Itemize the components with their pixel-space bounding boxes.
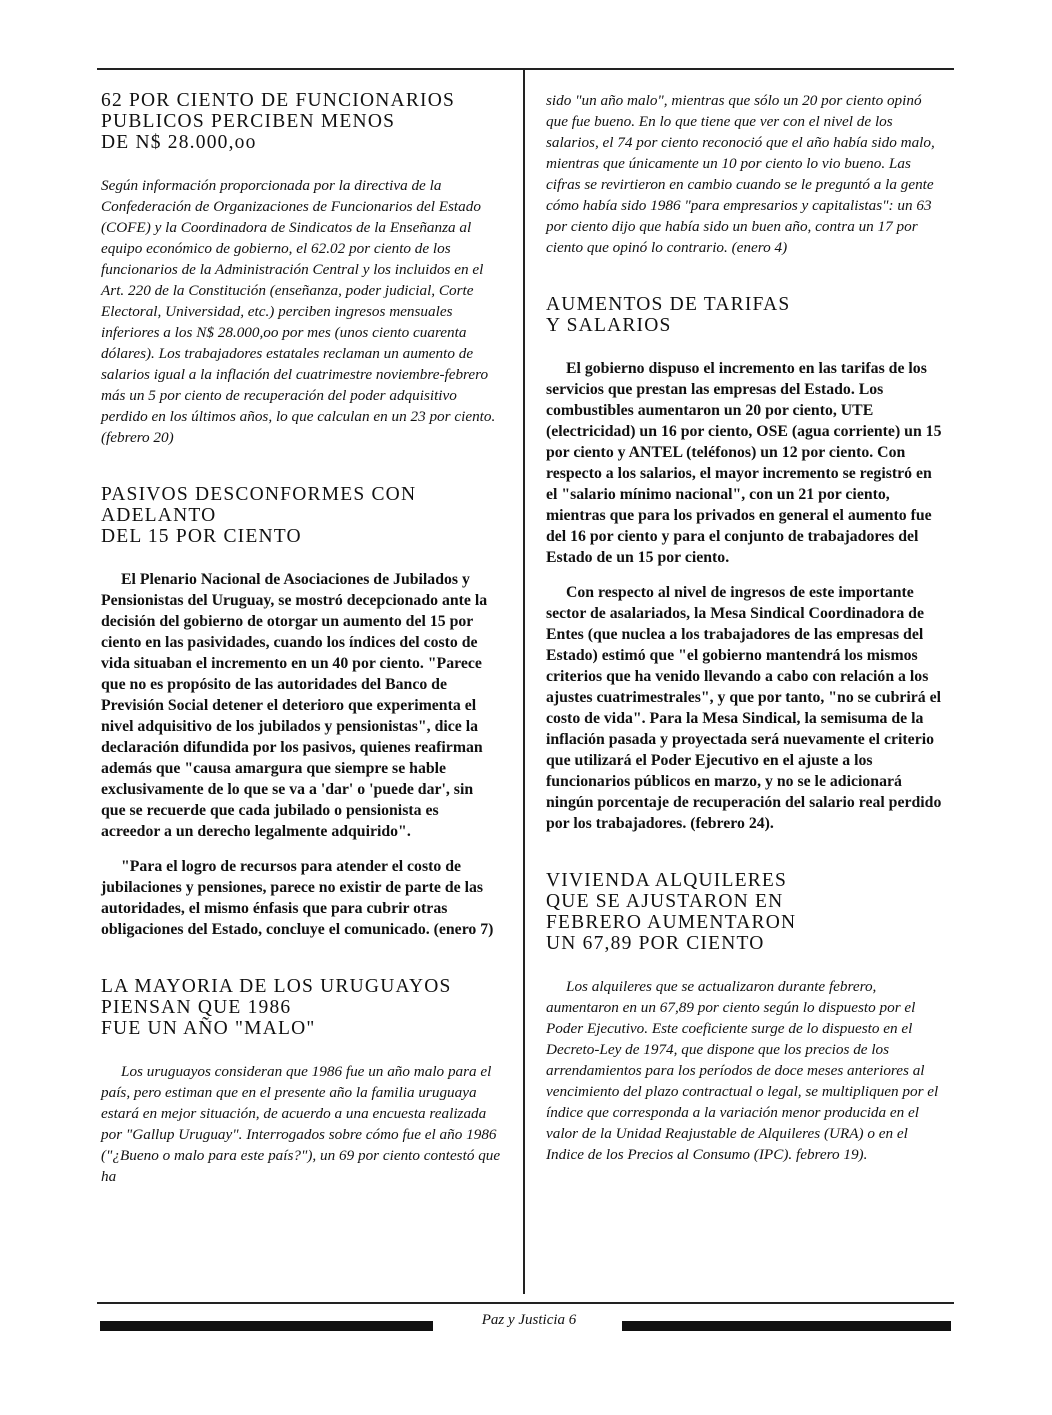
article-pasivos-body: El Plenario Nacional de Asociaciones de Jubilados y Pensionistas del Uruguay, se mostró decepcionado ante la decisión del gobierno de otorgar un aumento del 15 por ciento en las pasividades, cuando los índices del costo de vida situaban el incremento en un 40 por ciento. "Parece que no es propósito de las autoridades del Banco de Previsión Social detener el deterioro que experimenta el nivel adquisitivo de los jubilados y pensionistas", dice la declaración difundida por los pasivos, quienes reafirman además que "causa amargura que siempre se hable exclusivamente de lo que se va a 'dar' o 'puede dar', sin que se recuerde que cada jubilado o pensionista es acreedor a un derecho legalmente adquirido".: [101, 571, 488, 840]
footer-bar-right: [622, 1321, 951, 1331]
article-vivienda-body: Los alquileres que se actualizaron durante febrero, aumentaron en un 67,89 por ciento según lo dispuesto por el Poder Ejecutivo. Este coeficiente surge de lo dispuesto en el Decreto-Ley de 1974, que dispone que los precios de los arrendamientos para los períodos de doce meses anteriores al vencimiento del plazo contractual o legal, se multipliquen por el índice que corresponda a la variación menor producida en el valor de la Unidad Reajustable de Alquileres (URA) o en el Indice de los Precios al Consumo (IPC). febrero 19).: [546, 978, 939, 1163]
headline-line: PASIVOS DESCONFORMES CON: [101, 484, 417, 505]
headline-tarifas: [546, 294, 946, 336]
headline-vivienda: [546, 870, 946, 954]
footer-rule: [97, 1302, 954, 1304]
headline-line: DEL 15 POR CIENTO: [101, 526, 302, 547]
article-tarifas-body: El gobierno dispuso el incremento en las tarifas de los servicios que prestan las empresas del Estado. Los combustibles aumentaron un 20 por ciento, UTE (electricidad) un 16 por ciento, OSE (agua corriente) un 15 por ciento y ANTEL (teléfonos) un 12 por ciento. Con respecto a los salarios, el mayor incremento se registró en el "salario mínimo nacional", con un 21 por ciento, mientras que para los privados en general el aumento fue del 16 por ciento y para el conjunto de trabajadores del Estado de un 15 por ciento.: [546, 360, 942, 566]
headline-line: UN 67,89 POR CIENTO: [546, 933, 765, 954]
left-column: [101, 90, 501, 1187]
headline-pasivos: [101, 484, 501, 547]
top-rule: [97, 68, 954, 70]
headline-line: LA MAYORIA DE LOS URUGUAYOS: [101, 976, 452, 997]
article-encuesta-body: Los uruguayos consideran que 1986 fue un año malo para el país, pero estiman que en el presente año la familia uruguaya estará en mejor situación, de acuerdo a una encuesta realizada por "Gallup Uruguay". Interrogados sobre cómo fue el año 1986 ("¿Bueno o malo para este país?"), un 69 por ciento contestó que ha: [101, 1063, 501, 1185]
footer-page-label: Paz y Justicia 6: [481, 1312, 577, 1328]
headline-encuesta: [101, 976, 501, 1039]
headline-line: AUMENTOS DE TARIFAS: [546, 294, 791, 315]
headline-line: PIENSAN QUE 1986: [101, 997, 292, 1018]
column-divider: [523, 70, 525, 1294]
article-funcionarios-body: Según información proporcionada por la directiva de la Confederación de Organizaciones de Funcionarios del Estado (COFE) y la Coordinadora de Sindicatos de la Enseñanza al equipo económico de gobierno, el 62.02 por ciento de los funcionarios de la Administración Central y los incluidos en el Art. 220 de la Constitución (enseñanza, poder judicial, Corte Electoral, Universidad, etc.) perciben ingresos mensuales inferiores a los N$ 28.000,oo por mes (unos ciento cuarenta dólares). Los trabajadores estatales reclaman un aumento de salarios igual a la inflación del cuatrimestre noviembre-febrero más un 5 por ciento de recuperación del poder adquisitivo perdido en los últimos años, lo que calculan en un 23 por ciento. (febrero 20): [101, 177, 496, 446]
headline-line: 62 POR CIENTO DE FUNCIONARIOS: [101, 90, 456, 111]
article-encuesta-continued: sido "un año malo", mientras que sólo un 20 por ciento opinó que fue bueno. En lo que tiene que ver con el nivel de los salarios, el 74 por ciento reconoció que el año había sido malo, mientras que únicamente un 10 por ciento lo vio bueno. Las cifras se revirtieron en cambio cuando se le preguntó a la gente cómo había sido 1986 "para empresarios y capitalistas": un 63 por ciento dijo que había sido un buen año, contra un 17 por ciento que opinó lo contrario. (enero 4): [546, 92, 935, 256]
headline-line: VIVIENDA ALQUILERES: [546, 870, 788, 891]
article-tarifas-body-2: Con respecto al nivel de ingresos de este importante sector de asalariados, la Mesa Sindical Coordinadora de Entes (que nuclea a los trabajadores de las empresas del Estado) estimó que "el gobierno mantendrá los mismos criterios que ha venido llevando a cabo con relación a los ajustes cuatrimestrales", y que por tanto, "no se cubrirá el costo de vida". Para la Mesa Sindical, la semisuma de la inflación pasada y proyectada será nuevamente el criterio que utilizará el Poder Ejecutivo en el ajuste a los funcionarios públicos en marzo, y no se le adicionará ningún porcentaje de recuperación del salario real perdido por los trabajadores. (febrero 24).: [546, 584, 942, 832]
headline-funcionarios: [101, 90, 501, 153]
footer-bar-left: [100, 1321, 433, 1331]
headline-line: DE N$ 28.000,oo: [101, 132, 257, 153]
headline-line: ADELANTO: [101, 505, 217, 526]
headline-line: Y SALARIOS: [546, 315, 672, 336]
headline-line: QUE SE AJUSTARON EN: [546, 891, 784, 912]
article-pasivos-body-2: "Para el logro de recursos para atender el costo de jubilaciones y pensiones, parece no existir de parte de las autoridades, el mismo énfasis que para cubrir otras obligaciones del Estado, concluye el comunicado. (enero 7): [101, 858, 494, 938]
right-column: [546, 90, 946, 1165]
footer: [97, 1302, 954, 1332]
headline-line: PUBLICOS PERCIBEN MENOS: [101, 111, 396, 132]
headline-line: FEBRERO AUMENTARON: [546, 912, 797, 933]
headline-line: FUE UN AÑO "MALO": [101, 1018, 316, 1039]
